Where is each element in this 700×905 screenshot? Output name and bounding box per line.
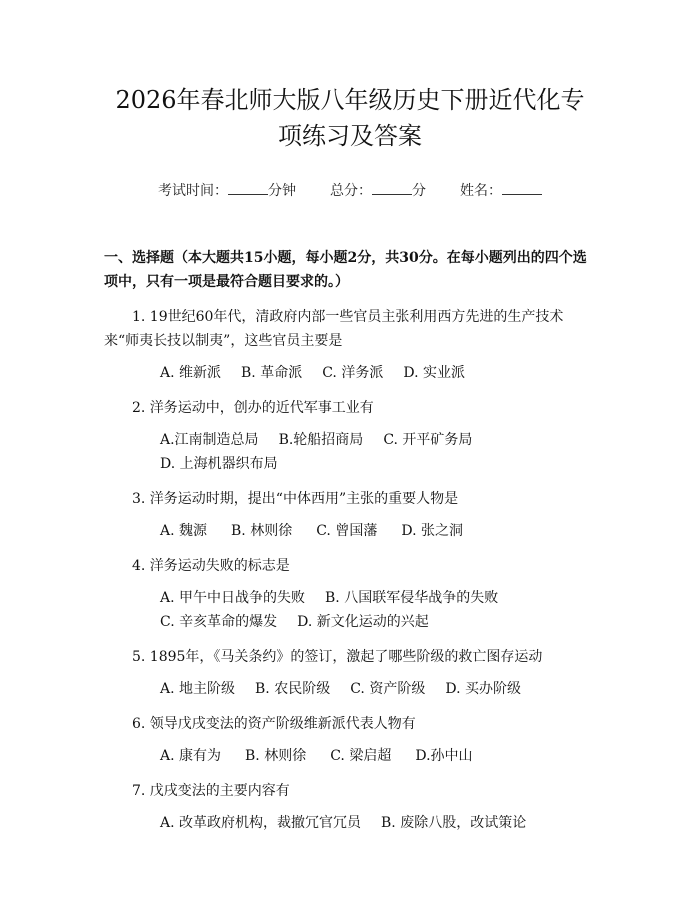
question-stem: 6. 领导戊戌变法的资产阶级维新派代表人物有 [132, 716, 416, 732]
option-c: C. 洋务派 [322, 365, 384, 381]
option-c: C. 梁启超 [330, 748, 392, 764]
option-d: D. 买办阶级 [445, 681, 521, 697]
option-a: A. 改革政府机构，裁撤冗官冗员 [160, 815, 362, 831]
option-b: B. 农民阶级 [255, 681, 331, 697]
question-options [104, 811, 596, 835]
option-b: B. 废除八股，改试策论 [381, 815, 527, 831]
name-blank [502, 182, 542, 195]
question-7 [104, 779, 596, 835]
question-stem: 3. 洋务运动时期，提出“中体西用”主张的重要人物是 [132, 491, 459, 507]
exam-info [104, 181, 596, 201]
option-c: C. 曾国藩 [316, 523, 378, 539]
question-stem: 1. 19世纪60年代，清政府内部一些官员主张利用西方先进的生产技术来“师夷长技以制夷”，这些官员主要是 [104, 309, 564, 349]
question-2 [104, 396, 596, 476]
score-field: 总分： 分 [330, 183, 426, 199]
option-d: D. 实业派 [403, 365, 465, 381]
question-stem: 5. 1895年，《马关条约》的签订，激起了哪些阶级的救亡图存运动 [132, 649, 543, 665]
question-options [104, 361, 596, 385]
question-options [104, 586, 596, 634]
option-b: B. 八国联军侵华战争的失败 [325, 590, 499, 606]
question-options [104, 677, 596, 701]
option-a: A. 魏源 [160, 523, 208, 539]
title-line-1: 2026年春北师大版八年级历史下册近代化专 [115, 86, 585, 114]
question-5 [104, 645, 596, 701]
option-b: B. 林则徐 [245, 748, 307, 764]
option-a: A. 地主阶级 [160, 681, 236, 697]
option-a: A. 康有为 [160, 748, 222, 764]
question-options [104, 744, 596, 768]
question-options [104, 428, 596, 476]
section-heading: 一、选择题（本大题共15小题，每小题2分，共30分。在每小题列出的四个选项中，只有一项是最符合题目要求的。） [104, 250, 587, 290]
option-b: B.轮船招商局 [278, 432, 364, 448]
question-6 [104, 712, 596, 768]
option-a: A. 甲午中日战争的失败 [160, 590, 306, 606]
option-a: A. 维新派 [160, 365, 222, 381]
question-options [104, 519, 596, 543]
score-blank [372, 182, 412, 195]
question-1 [104, 305, 596, 385]
option-b: B. 林则徐 [231, 523, 293, 539]
option-c: C. 资产阶级 [350, 681, 426, 697]
question-3 [104, 487, 596, 543]
option-b: B. 革命派 [241, 365, 303, 381]
option-d: D. 新文化运动的兴起 [297, 614, 429, 630]
question-stem: 4. 洋务运动失败的标志是 [132, 558, 290, 574]
option-d: D.孙中山 [415, 748, 473, 764]
option-d: D. 张之洞 [401, 523, 463, 539]
option-c: C. 辛亥革命的爆发 [160, 614, 278, 630]
title-line-2: 项练习及答案 [278, 122, 422, 150]
page-title [104, 0, 596, 154]
time-field: 考试时间： 分钟 [158, 183, 296, 199]
name-field: 姓名： [460, 181, 542, 201]
question-stem: 7. 戊戌变法的主要内容有 [132, 783, 290, 799]
question-4 [104, 554, 596, 634]
question-stem: 2. 洋务运动中，创办的近代军事工业有 [132, 400, 374, 416]
option-d: D. 上海机器织布局 [160, 456, 278, 472]
time-blank [228, 182, 268, 195]
option-a: A.江南制造总局 [160, 432, 259, 448]
option-c: C. 开平矿务局 [383, 432, 473, 448]
